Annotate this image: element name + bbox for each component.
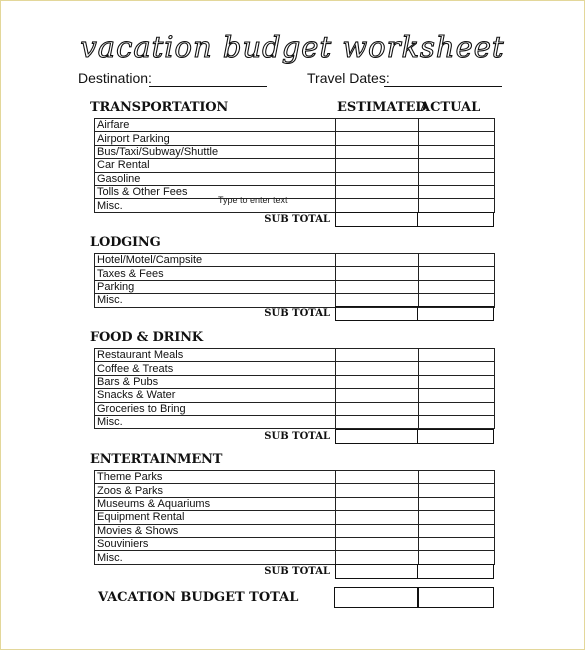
estimated-column-header: ESTIMATED	[337, 100, 427, 115]
line-item-label: Zoos & Parks	[95, 484, 336, 497]
line-item-label: Restaurant Meals	[95, 349, 336, 362]
table-row	[95, 172, 495, 185]
estimated-cell[interactable]	[336, 280, 419, 293]
estimated-cell[interactable]	[336, 497, 419, 510]
food-drink-table	[94, 348, 495, 429]
actual-cell[interactable]	[419, 267, 495, 280]
actual-column-header: ACTUAL	[420, 100, 481, 115]
actual-cell[interactable]	[419, 471, 495, 484]
table-row	[95, 159, 495, 172]
estimated-cell[interactable]	[336, 159, 419, 172]
estimated-cell[interactable]	[336, 402, 419, 415]
entertainment-subtotal-row	[94, 564, 494, 580]
estimated-cell[interactable]	[336, 537, 419, 550]
lodging-table	[94, 253, 495, 308]
table-row	[95, 132, 495, 145]
lodging-subtotal-estimated[interactable]	[335, 306, 418, 321]
estimated-cell[interactable]	[336, 132, 419, 145]
line-item-label: Souviniers	[95, 537, 336, 550]
estimated-cell[interactable]	[336, 524, 419, 537]
subtotal-label: SUB TOTAL	[264, 308, 330, 319]
estimated-cell[interactable]	[336, 551, 419, 564]
actual-cell[interactable]	[419, 159, 495, 172]
actual-cell[interactable]	[419, 511, 495, 524]
subtotal-label: SUB TOTAL	[264, 431, 330, 442]
estimated-cell[interactable]	[336, 267, 419, 280]
table-row	[95, 119, 495, 132]
actual-cell[interactable]	[419, 349, 495, 362]
table-row	[95, 362, 495, 375]
actual-cell[interactable]	[419, 362, 495, 375]
estimated-cell[interactable]	[336, 389, 419, 402]
line-item-label: Airport Parking	[95, 132, 336, 145]
subtotal-label: SUB TOTAL	[264, 566, 330, 577]
destination-field[interactable]	[149, 86, 267, 87]
line-item-label: Tolls & Other Fees	[95, 185, 336, 198]
line-item-label: Coffee & Treats	[95, 362, 336, 375]
estimated-cell[interactable]	[336, 362, 419, 375]
table-row	[95, 471, 495, 484]
estimated-cell[interactable]	[336, 254, 419, 267]
total-estimated-box[interactable]	[334, 587, 419, 608]
travel-dates-label: Travel Dates:	[307, 70, 390, 86]
transportation-subtotal-estimated[interactable]	[335, 212, 418, 227]
line-item-label: Bars & Pubs	[95, 375, 336, 388]
actual-cell[interactable]	[419, 375, 495, 388]
estimated-cell[interactable]	[336, 484, 419, 497]
estimated-cell[interactable]	[336, 511, 419, 524]
food-drink-subtotal-estimated[interactable]	[335, 429, 418, 444]
table-row	[95, 415, 495, 428]
entertainment-title: ENTERTAINMENT	[90, 452, 223, 467]
line-item-label: Misc.	[95, 294, 336, 307]
food-drink-subtotal-row	[94, 429, 494, 445]
line-item-label: Groceries to Bring	[95, 402, 336, 415]
table-row	[95, 267, 495, 280]
lodging-subtotal-actual[interactable]	[417, 306, 494, 321]
actual-cell[interactable]	[419, 389, 495, 402]
table-row	[95, 254, 495, 267]
food-drink-title: FOOD & DRINK	[90, 330, 203, 345]
table-row	[95, 375, 495, 388]
line-item-label: Theme Parks	[95, 471, 336, 484]
table-row	[95, 537, 495, 550]
actual-cell[interactable]	[419, 172, 495, 185]
line-item-label: Equipment Rental	[95, 511, 336, 524]
transportation-subtotal-row	[94, 212, 494, 228]
estimated-cell[interactable]	[336, 172, 419, 185]
actual-cell[interactable]	[419, 402, 495, 415]
line-item-label: Car Rental	[95, 159, 336, 172]
table-row	[95, 402, 495, 415]
actual-cell[interactable]	[419, 280, 495, 293]
table-row	[95, 524, 495, 537]
transportation-subtotal-actual[interactable]	[417, 212, 494, 227]
food-drink-subtotal-actual[interactable]	[417, 429, 494, 444]
line-item-label: Parking	[95, 280, 336, 293]
actual-cell[interactable]	[419, 119, 495, 132]
transportation-table	[94, 118, 495, 213]
text-placeholder-hint: Type to enter text	[218, 195, 288, 205]
vacation-budget-total-label: VACATION BUDGET TOTAL	[98, 590, 299, 605]
actual-cell[interactable]	[419, 199, 495, 212]
actual-cell[interactable]	[419, 484, 495, 497]
lodging-title: LODGING	[90, 235, 161, 250]
actual-cell[interactable]	[419, 497, 495, 510]
estimated-cell[interactable]	[336, 185, 419, 198]
transportation-title: TRANSPORTATION	[90, 100, 229, 115]
line-item-label: Gasoline	[95, 172, 336, 185]
table-row	[95, 511, 495, 524]
actual-cell[interactable]	[419, 185, 495, 198]
actual-cell[interactable]	[419, 145, 495, 158]
actual-cell[interactable]	[419, 524, 495, 537]
table-row	[95, 280, 495, 293]
entertainment-subtotal-estimated[interactable]	[335, 564, 418, 579]
estimated-cell[interactable]	[336, 415, 419, 428]
actual-cell[interactable]	[419, 415, 495, 428]
table-row	[95, 389, 495, 402]
actual-cell[interactable]	[419, 254, 495, 267]
line-item-label: Snacks & Water	[95, 389, 336, 402]
table-row	[95, 185, 495, 198]
table-row	[95, 199, 495, 212]
actual-cell[interactable]	[419, 537, 495, 550]
estimated-cell[interactable]	[336, 349, 419, 362]
line-item-label: Misc.	[95, 199, 336, 212]
table-row	[95, 349, 495, 362]
total-actual-box[interactable]	[417, 587, 494, 608]
estimated-cell[interactable]	[336, 199, 419, 212]
line-item-label: Misc.	[95, 551, 336, 564]
line-item-label: Movies & Shows	[95, 524, 336, 537]
actual-cell[interactable]	[419, 132, 495, 145]
estimated-cell[interactable]	[336, 145, 419, 158]
table-row	[95, 497, 495, 510]
line-item-label: Taxes & Fees	[95, 267, 336, 280]
line-item-label: Airfare	[95, 119, 336, 132]
estimated-cell[interactable]	[336, 471, 419, 484]
estimated-cell[interactable]	[336, 375, 419, 388]
destination-label: Destination:	[78, 70, 152, 86]
estimated-cell[interactable]	[336, 119, 419, 132]
line-item-label: Museums & Aquariums	[95, 497, 336, 510]
actual-cell[interactable]	[419, 551, 495, 564]
subtotal-label: SUB TOTAL	[264, 214, 330, 225]
lodging-subtotal-row	[94, 306, 494, 322]
line-item-label: Hotel/Motel/Campsite	[95, 254, 336, 267]
page-title: vacation budget worksheet	[80, 30, 505, 64]
entertainment-table	[94, 470, 495, 565]
table-row	[95, 484, 495, 497]
travel-dates-field[interactable]	[384, 86, 502, 87]
line-item-label: Bus/Taxi/Subway/Shuttle	[95, 145, 336, 158]
table-row	[95, 145, 495, 158]
line-item-label: Misc.	[95, 415, 336, 428]
entertainment-subtotal-actual[interactable]	[417, 564, 494, 579]
table-row	[95, 551, 495, 564]
